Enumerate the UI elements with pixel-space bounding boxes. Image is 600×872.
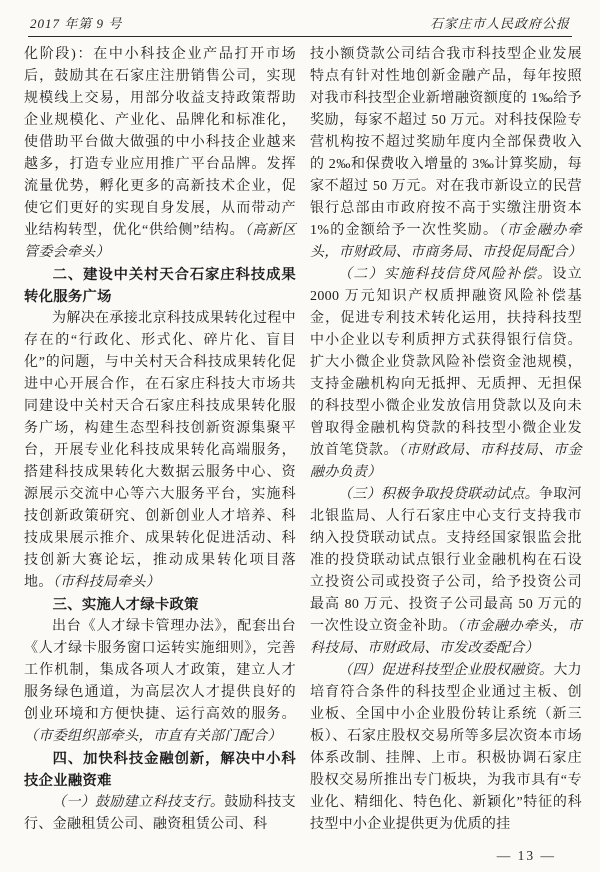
- responsibility-note: （市财政局、市科技局、市金融办负责）: [310, 443, 582, 480]
- gazette-title: 石家庄市人民政府公报: [429, 16, 570, 31]
- left-column: [24, 44, 296, 836]
- issue-number: 2017 年第 9 号: [30, 16, 123, 31]
- responsibility-note: （市委组织部牵头，市直有关部门配合）: [24, 729, 282, 744]
- responsibility-note: （高新区管委会牵头）: [24, 223, 297, 260]
- running-head: [30, 13, 570, 32]
- body-paragraph: [310, 660, 582, 836]
- subsection-lead: （四）促进科技型企业股权融资。: [338, 663, 554, 678]
- section-heading-2: 二、建设中关村天合石家庄科技成果转化服务广场: [24, 267, 296, 305]
- paragraph-text: 出台《人才绿卡管理办法》，配套出台《人才绿卡服务窗口运转实施细则》，完善工作机制，集成各项人才政策，建立人才服务绿色通道，为高层次人才提供良好的创业环境和方便快捷、运行高效的服务。: [24, 619, 296, 722]
- paragraph-text: 大力培育符合条件的科技型企业通过主板、创业板、全国中小企业股份转让系统（新三板）、石家庄股权交易所等多层次资本市场体系改制、挂牌、上市。积极协调石家庄股权交易所推出专门板块，为我市具有“专业化、精细化、特色化、新颖化”特征的科技型中小企业提供更为优质的挂: [310, 663, 582, 832]
- paragraph-text: 争取河北银监局、人行石家庄中心支行支持我市纳入投贷联动试点。支持经国家银监会批准的投贷联动试点银行业金融机构在石设立投资公司或投资子公司，给予投资公司最高 80 万元、投资子公司最高 50 万元的一次性设立资金补助。: [310, 487, 582, 634]
- section-heading-4: 四、加快科技金融创新，解决中小科技企业融资难: [24, 751, 296, 789]
- body-paragraph: [24, 44, 296, 264]
- responsibility-note: （市金融办牵头，市财政局、市商务局、市投促局配合）: [310, 223, 583, 260]
- page-number: — 13 —: [496, 848, 556, 863]
- body-paragraph: [310, 44, 582, 264]
- paragraph-text: 技小额贷款公司结合我市科技型企业发展特点有针对性地创新金融产品，每年按照对我市科技型企业新增融资额度的 1‰给予奖励，每家不超过 50 万元。对科技保险专营机构按不超过奖励年度内全部保费收入的 2‰和保费收入增量的 3‰计算奖励，每家不超过 50 万元。对在我市新设立的民营银行总部由市政府按不高于实缴注册资本 1%的金额给予一次性奖励。: [310, 47, 582, 238]
- paragraph-text: 化阶段)：在中小科技企业产品打开市场后，鼓励其在石家庄注册销售公司，实现规模线上交易，用部分收益支持政策帮助企业规模化、产业化、品牌化和标准化，使借助平台做大做强的中小科技企业越来越多，打造专业应用推广平台品牌。发挥流量优势，孵化更多的高新技术企业，促使它们更好的实现自身发展，从而带动产业结构转型，优化“供给侧”结构。: [24, 47, 296, 238]
- body-paragraph: [24, 308, 296, 594]
- text-columns: [24, 44, 582, 836]
- header-rule: [28, 36, 572, 37]
- paragraph-text: 鼓励科技支行、金融租赁公司、融资租赁公司、科: [24, 795, 296, 832]
- body-paragraph: [24, 792, 296, 836]
- right-column: [310, 44, 582, 836]
- paragraph-text: 设立 2000 万元知识产权质押融资风险补偿基金，促进专利技术转化运用，扶持科技型中小企业以专利质押方式获得银行信贷。扩大小微企业贷款风险补偿资金池规模，支持金融机构向无抵押、无质押、无担保的科技型小微企业发放信用贷款以及向未曾取得金融机构贷款的科技型小微企业发放首笔贷款。: [310, 267, 583, 458]
- subsection-lead: （三）积极争取投贷联动试点。: [338, 487, 539, 502]
- section-heading-3: 三、实施人才绿卡政策: [52, 597, 199, 613]
- subsection-lead: （一）鼓励建立科技支行。: [52, 795, 225, 810]
- paragraph-text: 为解决在承接北京科技成果转化过程中存在的“行政化、形式化、碎片化、盲目化”的问题，与中关村天合科技成果转化促进中心开展合作，在石家庄科技大市场共同建设中关村天合石家庄科技成果转化服务广场，构建生态型科技创新资源集聚平台，开展专业化科技成果转化高端服务，搭建科技成果转化大数据云服务中心、资源展示交流中心等六大服务平台，实施科技创新政策研究、创新创业人才培养、科技成果展示推介、成果转化促进活动、科技创新大赛论坛，推动成果转化项目落地。: [24, 311, 296, 590]
- subsection-lead: （二）实施科技信贷风险补偿。: [338, 267, 553, 282]
- body-paragraph: [310, 264, 582, 484]
- body-paragraph: [310, 484, 582, 660]
- responsibility-note: （市金融办牵头，市科技局、市财政局、市发改委配合）: [310, 619, 582, 656]
- body-paragraph: [24, 616, 296, 748]
- responsibility-note: （市科技局牵头）: [52, 575, 161, 590]
